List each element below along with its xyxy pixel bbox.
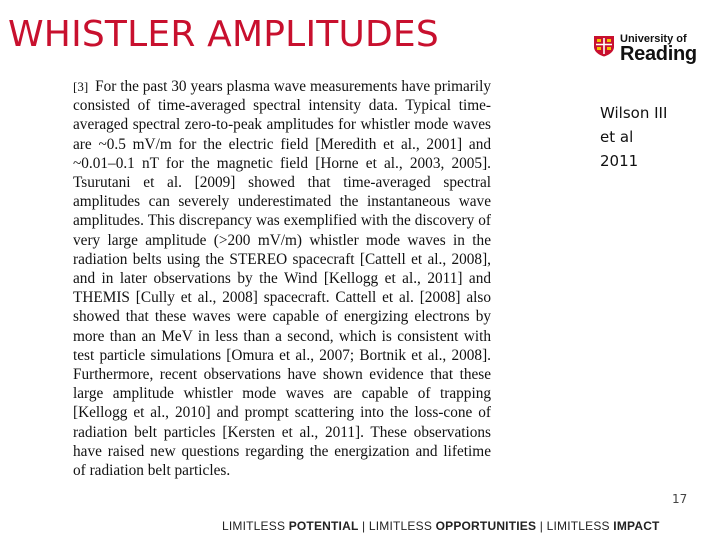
footer-impact: IMPACT xyxy=(613,519,660,533)
footer-potential: POTENTIAL xyxy=(288,519,359,533)
logo-reading-text: Reading xyxy=(620,43,697,65)
citation-year: 2011 xyxy=(600,152,639,170)
university-logo xyxy=(593,33,697,66)
footer-separator-2: | LIMITLESS xyxy=(536,519,614,533)
paper-excerpt xyxy=(73,77,491,512)
footer-limitless-1: LIMITLESS xyxy=(222,519,289,533)
excerpt-text: For the past 30 years plasma wave measurements have primarily consisted of time-averaged spectral intensity data. Typical time-averaged spectral zero-to-peak amplitudes for whistler mode waves are ~0.5 mV/m for the electric field [Meredith et al., 2001] and ~0.01–0.1 nT for the magnetic field [Horne et al., 2003, 2005]. Tsurutani et al. [2009] showed that time-averaged spectral amplitudes can severely underestimated the instantaneous wave amplitudes. This discrepancy was exemplified with the discovery of very large amplitude (>200 mV/m) whistler mode waves in the radiation belts using the STEREO spacecraft [Cattell et al., 2008], and in later observations by the Wind [Kellogg et al., 2011] and THEMIS [Cully et al., 2008] spacecraft. Cattell et al. [2008] also showed that these waves were capable of energizing electrons by more than an MeV in less than a second, which is consistent with test particle simulations [Omura et al., 2007; Bortnik et al., 2008]. Furthermore, recent observations have shown evidence that these large amplitude whistler mode waves are capable of trapping [Kellogg et al., 2010] and prompt scattering into the loss-cone of radiation belt particles [Kersten et al., 2011]. These observations have raised new questions regarding the energization and lifetime of radiation belt particles. xyxy=(73,78,491,480)
footer-separator-1: | LIMITLESS xyxy=(358,519,436,533)
logo-university-text: University of xyxy=(620,33,687,45)
paragraph-number: [3] xyxy=(73,79,89,94)
footer-opportunities: OPPORTUNITIES xyxy=(435,519,537,533)
citation-note xyxy=(600,101,667,173)
footer-tagline xyxy=(222,519,660,533)
page-number: 17 xyxy=(672,492,688,506)
citation-etal: et al xyxy=(600,128,634,146)
slide-title: WHISTLER AMPLITUDES xyxy=(8,14,439,55)
citation-author: Wilson III xyxy=(600,104,668,122)
shield-icon xyxy=(593,35,615,57)
